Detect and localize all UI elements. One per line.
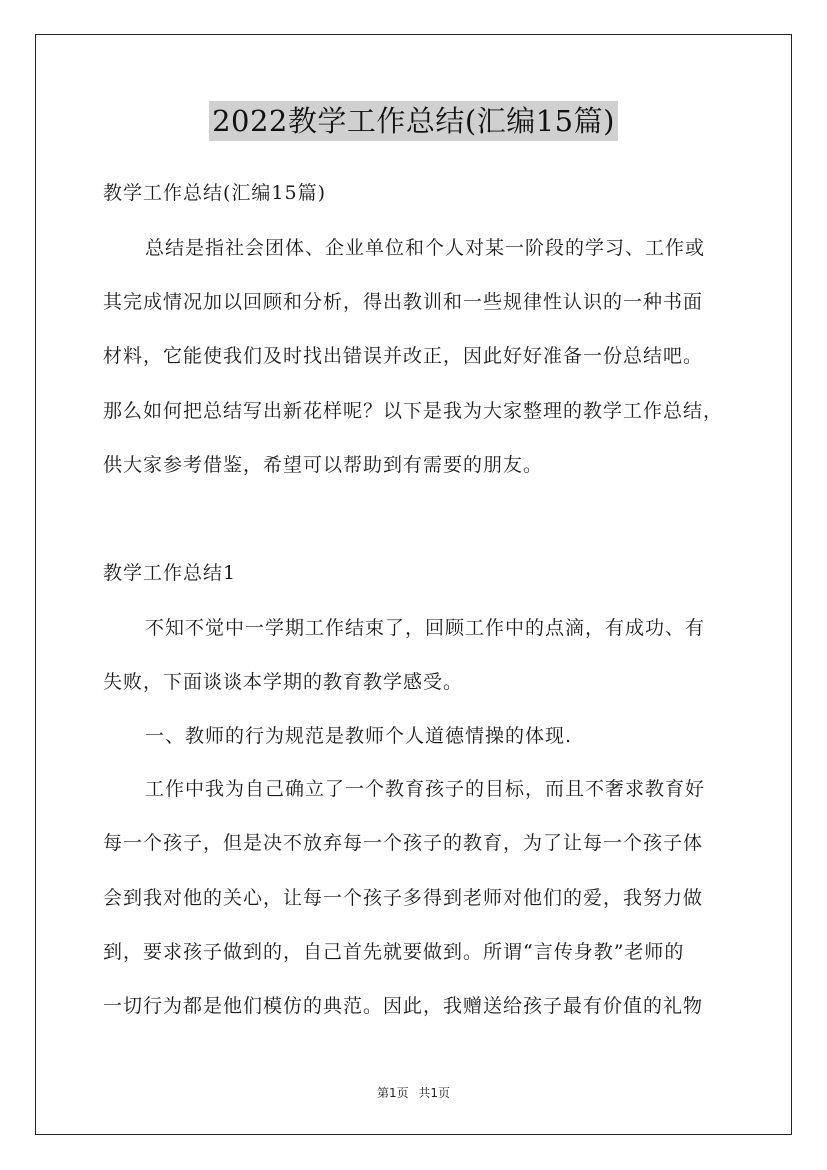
- page-total: 共1页: [418, 1086, 451, 1100]
- document-subtitle: 教学工作总结(汇编15篇): [103, 182, 327, 204]
- paragraph-line: 那么如何把总结写出新花样呢？以下是我为大家整理的教学工作总结，: [103, 400, 724, 422]
- title-container: [0, 101, 827, 141]
- section-heading: 教学工作总结1: [103, 562, 237, 584]
- paragraph-line: 总结是指社会团体、企业单位和个人对某一阶段的学习、工作或: [145, 237, 706, 259]
- document-title: 2022教学工作总结(汇编15篇): [209, 101, 618, 141]
- paragraph-line: 一切行为都是他们模仿的典范。因此，我赠送给孩子最有价值的礼物: [103, 995, 704, 1017]
- paragraph-line: 一、教师的行为规范是教师个人道德情操的体现.: [145, 725, 573, 747]
- page-footer: [0, 1085, 827, 1101]
- page-number: 第1页: [376, 1086, 409, 1100]
- paragraph-line: 到，要求孩子做到的，自己首先就要做到。所谓“言传身教”老师的: [103, 941, 685, 963]
- paragraph-line: 会到我对他的关心，让每一个孩子多得到老师对他们的爱，我努力做: [103, 887, 704, 909]
- paragraph-line: 材料，它能使我们及时找出错误并改正，因此好好准备一份总结吧。: [103, 345, 704, 367]
- paragraph-line: 供大家参考借鉴，希望可以帮助到有需要的朋友。: [103, 454, 544, 476]
- paragraph-line: 失败，下面谈谈本学期的教育教学感受。: [103, 671, 464, 693]
- paragraph-line: 工作中我为自己确立了一个教育孩子的目标，而且不奢求教育好: [145, 778, 706, 800]
- paragraph-line: 每一个孩子，但是决不放弃每一个孩子的教育，为了让每一个孩子体: [103, 832, 704, 854]
- paragraph-line: 其完成情况加以回顾和分析，得出教训和一些规律性认识的一种书面: [103, 291, 704, 313]
- paragraph-line: 不知不觉中一学期工作结束了，回顾工作中的点滴，有成功、有: [145, 617, 706, 639]
